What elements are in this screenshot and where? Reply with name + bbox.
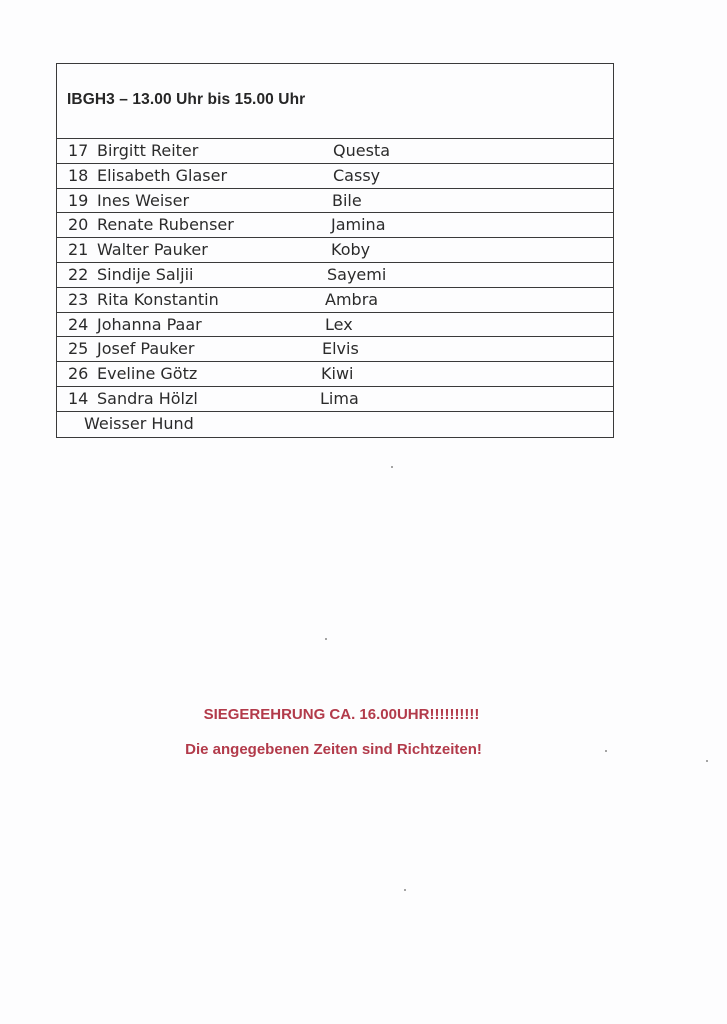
handler-name: Birgitt Reiter [97, 141, 199, 160]
disclaimer-note: Die angegebenen Zeiten sind Richtzeiten! [185, 741, 482, 758]
table-row [57, 387, 613, 412]
handler-name: Ines Weiser [97, 190, 190, 210]
start-number: 21 [68, 240, 89, 260]
participant-table [56, 63, 614, 438]
scan-speck [391, 466, 393, 468]
table-row [57, 263, 613, 288]
handler-name: Elisabeth Glaser [97, 165, 228, 185]
table-header [57, 64, 613, 139]
dog-name: Sayemi [327, 264, 387, 284]
table-row [57, 362, 613, 387]
dog-name: Ambra [325, 289, 379, 309]
dog-name: Lima [320, 388, 359, 408]
start-number: 20 [68, 215, 89, 235]
dog-name: Kiwi [321, 364, 354, 384]
table-row [57, 213, 613, 238]
handler-name: Weisser Hund [84, 413, 194, 433]
table-row [57, 313, 613, 338]
scan-speck [605, 750, 607, 752]
handler-name: Rita Konstantin [97, 289, 219, 309]
scan-speck [706, 760, 708, 762]
handler-name: Johanna Paar [97, 314, 202, 334]
start-number: 14 [68, 388, 89, 408]
table-row [57, 238, 613, 263]
handler-name: Eveline Götz [97, 364, 198, 384]
handler-name: Sindije Saljii [97, 264, 194, 284]
start-number: 23 [68, 289, 89, 309]
start-number: 24 [68, 314, 89, 334]
handler-name: Josef Pauker [97, 339, 195, 359]
table-row [57, 412, 613, 437]
table-title: IBGH3 – 13.00 Uhr bis 15.00 Uhr [67, 91, 306, 108]
table-row [57, 337, 613, 362]
start-number: 22 [68, 264, 89, 284]
handler-name: Renate Rubenser [97, 215, 234, 235]
dog-name: Questa [333, 141, 390, 160]
dog-name: Bile [332, 190, 362, 210]
handler-name: Walter Pauker [97, 240, 208, 260]
scan-speck [325, 638, 327, 640]
award-ceremony-note: SIEGEREHRUNG CA. 16.00UHR!!!!!!!!!! [203, 706, 480, 723]
start-number: 18 [68, 165, 89, 185]
dog-name: Jamina [331, 215, 386, 235]
start-number: 19 [68, 190, 89, 210]
dog-name: Lex [325, 314, 353, 334]
start-number: 17 [68, 141, 89, 160]
dog-name: Koby [331, 240, 371, 260]
start-number: 25 [68, 339, 89, 359]
table-row [57, 189, 613, 214]
dog-name: Cassy [333, 165, 381, 185]
scan-speck [404, 889, 406, 891]
dog-name: Elvis [322, 339, 359, 359]
handler-name: Sandra Hölzl [97, 388, 198, 408]
table-row [57, 139, 613, 164]
table-row [57, 288, 613, 313]
table-row [57, 164, 613, 189]
start-number: 26 [68, 364, 89, 384]
